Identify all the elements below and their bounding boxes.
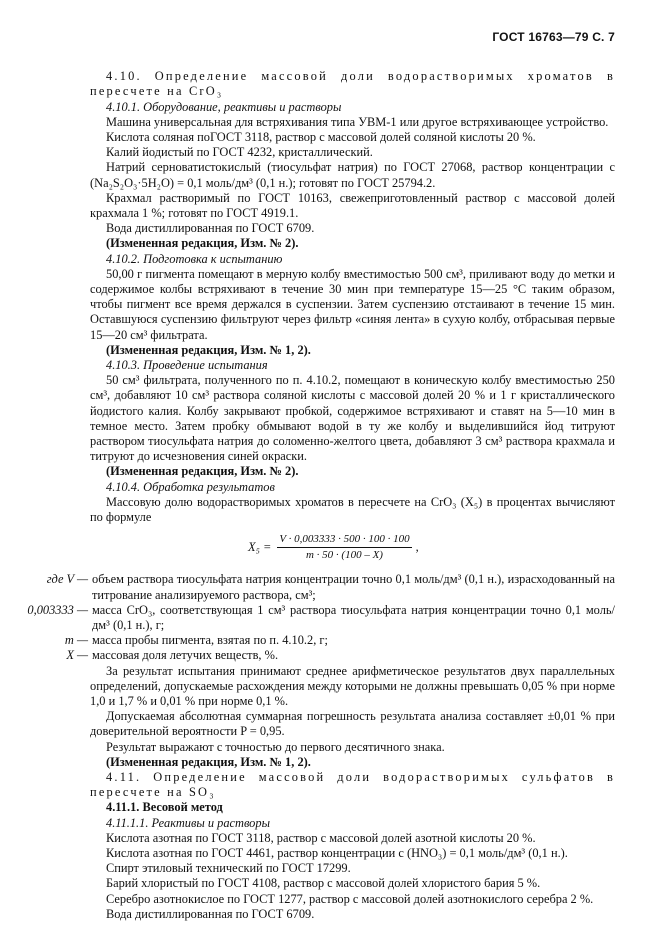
formula-denominator: m · 50 · (100 – X) [305,549,383,562]
result-paragraph: Допускаемая абсолютная суммарная погрешность результата анализа составляет ±0,01 % при доверительной вероятности P = 0,95. [90,709,615,739]
section-4-10-1-heading: 4.10.1. Оборудование, реактивы и растворы [106,99,342,114]
definition-desc: масса CrO₃, соответствующая 1 см³ раствора тиосульфата натрия концентрации точно 0,1 моль/дм³ (0,1 н.), г; [92,602,615,632]
definition-term: где V — [46,572,88,587]
reagent-line: Барий хлористый по ГОСТ 4108, раствор с массовой долей хлористого бария 5 %. [106,876,541,891]
procedure-text: 50 см³ фильтрата, полученного по п. 4.10.2, помещают в коническую колбу вместимостью 250 см³, добавляют 10 см³ раствора соляной кислоты с массовой долей 20 % и 1 г кристаллического йодистого калия. Колбу закрывают пробкой, содержимое встряхивают и ставят на 5—10 мин в темное место. Затем пробку обмывают водой в ту же колбу и выделившийся йод титруют раствором тиосульфата натрия до соломенно-желтого цвета, добавляют 3 см³ раствора крахмала и титруют до исчезновения синей окраски. [90,373,615,464]
definition-term: m — [64,633,88,648]
reagent-line: Вода дистиллированная по ГОСТ 6709. [106,221,315,236]
formula-fraction [277,533,411,562]
reagent-line: Кислота азотная по ГОСТ 4461, раствор концентрации c (HNO₃) = 0,1 моль/дм³ (0,1 н.). [106,845,568,860]
page-header: ГОСТ 16763—79 С. 7 [492,30,615,44]
reagent-line: Машина универсальная для встряхивания типа УВМ-1 или другое встряхивающее устройство. [106,114,609,129]
section-4-10-title: 4.10. Определение массовой доли водорастворимых хроматов в пересчете на CrO₃ [90,69,615,99]
section-4-11-title: 4.11. Определение массовой доли водорастворимых сульфатов в пересчете на SO₃ [90,769,615,800]
reagent-line: Крахмал растворимый по ГОСТ 10163, свежеприготовленный раствор с массовой долей крахмала 1 %; готовят по ГОСТ 4919.1. [90,190,615,221]
formula-definitions [0,572,615,663]
section-4-10-3-heading: 4.10.3. Проведение испытания [106,358,268,373]
result-paragraph: Результат выражают с точностью до первого десятичного знака. [106,739,445,754]
edit-note: (Измененная редакция, Изм. № 1, 2). [106,342,311,357]
calculation-intro: Массовую долю водорастворимых хроматов в пересчете на CrO₃ (X₅) в процентах вычисляют по формуле [90,494,615,525]
formula-lhs: X₅ = [248,540,272,555]
edit-note: (Измененная редакция, Изм. № 1, 2). [106,754,311,769]
reagent-line: Натрий серноватистокислый (тиосульфат натрия) по ГОСТ 27068, раствор концентрации c (Na₂S₂O₃·5H₂O) = 0,1 моль/дм³ (0,1 н.); готовят по ГОСТ 25794.2. [90,160,615,190]
reagent-line: Кислота соляная поГОСТ 3118, раствор с массовой долей соляной кислоты 20 %. [106,130,536,145]
reagent-line: Вода дистиллированная по ГОСТ 6709. [106,906,315,921]
edit-note: (Измененная редакция, Изм. № 2). [106,236,299,251]
reagent-line: Спирт этиловый технический по ГОСТ 17299. [106,861,351,876]
definition-desc: массовая доля летучих веществ, %. [92,648,279,663]
formula-tail: , [415,540,419,555]
edit-note: (Измененная редакция, Изм. № 2). [106,464,299,479]
definition-desc: масса пробы пигмента, взятая по п. 4.10.2, г; [92,633,328,648]
reagent-line: Кислота азотная по ГОСТ 3118, раствор с массовой долей азотной кислоты 20 %. [106,830,536,845]
definition-term: 0,003333 — [27,602,88,617]
section-4-11-1-1-heading: 4.11.1.1. Реактивы и растворы [106,815,270,830]
definition-term: X — [66,648,88,663]
preparation-text: 50,00 г пигмента помещают в мерную колбу вместимостью 500 см³, приливают воду до метки и содержимое колбы встряхивают в течение 30 мин при температуре 15—25 °С таким образом, чтобы пигмент все время держался в суспензии. Затем суспензию отстаивают в течение 15 мин. Оставшуюся суспензию фильтруют через фильтр «синяя лента» в сухую колбу, отбрасывая первые 15—20 см³ фильтрата. [90,266,615,342]
section-4-10-4-heading: 4.10.4. Обработка результатов [106,479,275,494]
section-4-11-1-heading: 4.11.1. Весовой метод [106,800,223,815]
formula [90,533,615,562]
reagent-line: Серебро азотнокислое по ГОСТ 1277, раствор с массовой долей азотнокислого серебра 2 %. [106,891,594,906]
reagent-line: Калий йодистый по ГОСТ 4232, кристаллический. [106,145,373,160]
formula-numerator: V · 0,003333 · 500 · 100 · 100 [277,533,411,548]
section-4-10-2-heading: 4.10.2. Подготовка к испытанию [106,251,283,266]
definition-desc: объем раствора тиосульфата натрия концентрации точно 0,1 моль/дм³ (0,1 н.), израсходованный на титрование анализируемого раствора, см³; [92,572,615,602]
result-paragraph: За результат испытания принимают среднее арифметическое результатов двух параллельных определений, допускаемые расхождения между которыми не должны превышать 0,05 % при норме 1,0 и 1,7 % и 0,01 % при норме 0,1 %. [90,663,615,708]
